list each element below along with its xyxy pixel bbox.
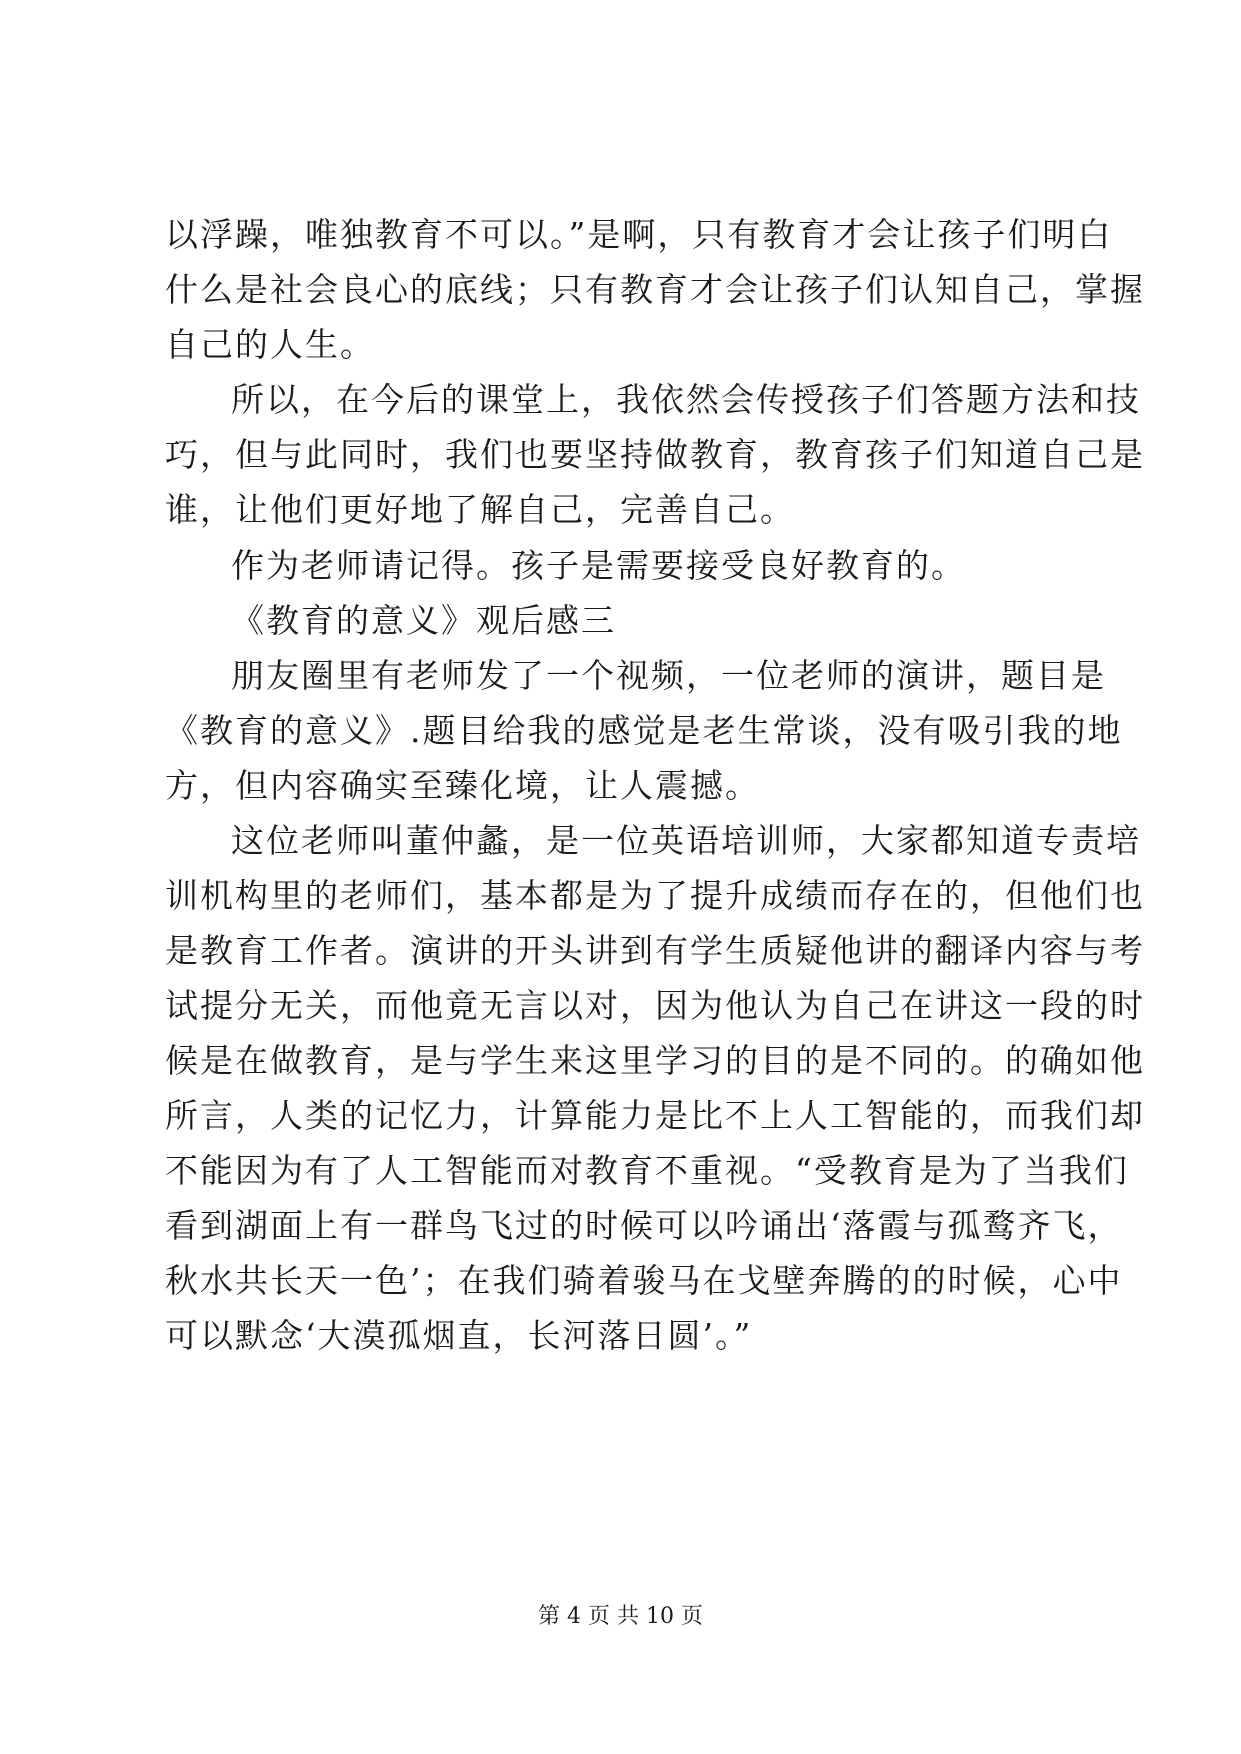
text-line: 是教育工作者。演讲的开头讲到有学生质疑他讲的翻译内容与考 bbox=[165, 931, 1145, 970]
text-line: 以浮躁，唯独教育不可以。”是啊，只有教育才会让孩子们明白 bbox=[165, 215, 1113, 254]
text-line: 方，但内容确实至臻化境，让人震撼。 bbox=[165, 766, 760, 805]
text-line: 候是在做教育，是与学生来这里学习的目的是不同的。的确如他 bbox=[165, 1041, 1145, 1080]
text-line: 《教育的意义》.题目给我的感觉是老生常谈，没有吸引我的地 bbox=[165, 711, 1123, 750]
paragraph-start-line: 这位老师叫董仲蠡，是一位英语培训师，大家都知道专责培 bbox=[231, 821, 1141, 860]
text-line: 什么是社会良心的底线；只有教育才会让孩子们认知自己，掌握 bbox=[165, 270, 1145, 309]
text-line: 巧，但与此同时，我们也要坚持做教育，教育孩子们知道自己是 bbox=[165, 435, 1145, 474]
paragraph-start-line: 所以，在今后的课堂上，我依然会传授孩子们答题方法和技 bbox=[231, 380, 1141, 419]
text-line: 自己的人生。 bbox=[165, 325, 375, 364]
text-line: 可以默念‘大漠孤烟直，长河落日圆’。” bbox=[165, 1316, 753, 1355]
text-line: 试提分无关，而他竟无言以对，因为他认为自己在讲这一段的时 bbox=[165, 986, 1145, 1025]
text-line: 训机构里的老师们，基本都是为了提升成绩而存在的，但他们也 bbox=[165, 876, 1145, 915]
text-line: 谁，让他们更好地了解自己，完善自己。 bbox=[165, 490, 795, 529]
paragraph-start-line: 朋友圈里有老师发了一个视频，一位老师的演讲，题目是 bbox=[231, 656, 1106, 695]
text-line: 秋水共长天一色’；在我们骑着骏马在戈壁奔腾的的时候，心中 bbox=[165, 1261, 1123, 1300]
page-number-footer: 第 4 页 共 10 页 bbox=[538, 1604, 703, 1629]
text-line: 看到湖面上有一群鸟飞过的时候可以吟诵出‘落霞与孤鹜齐飞， bbox=[165, 1206, 1123, 1245]
paragraph-start-line: 作为老师请记得。孩子是需要接受良好教育的。 bbox=[231, 546, 966, 585]
text-line: 所言，人类的记忆力，计算能力是比不上人工智能的，而我们却 bbox=[165, 1096, 1145, 1135]
text-line: 不能因为有了人工智能而对教育不重视。“受教育是为了当我们 bbox=[165, 1151, 1129, 1190]
section-heading: 《教育的意义》观后感三 bbox=[231, 601, 616, 640]
